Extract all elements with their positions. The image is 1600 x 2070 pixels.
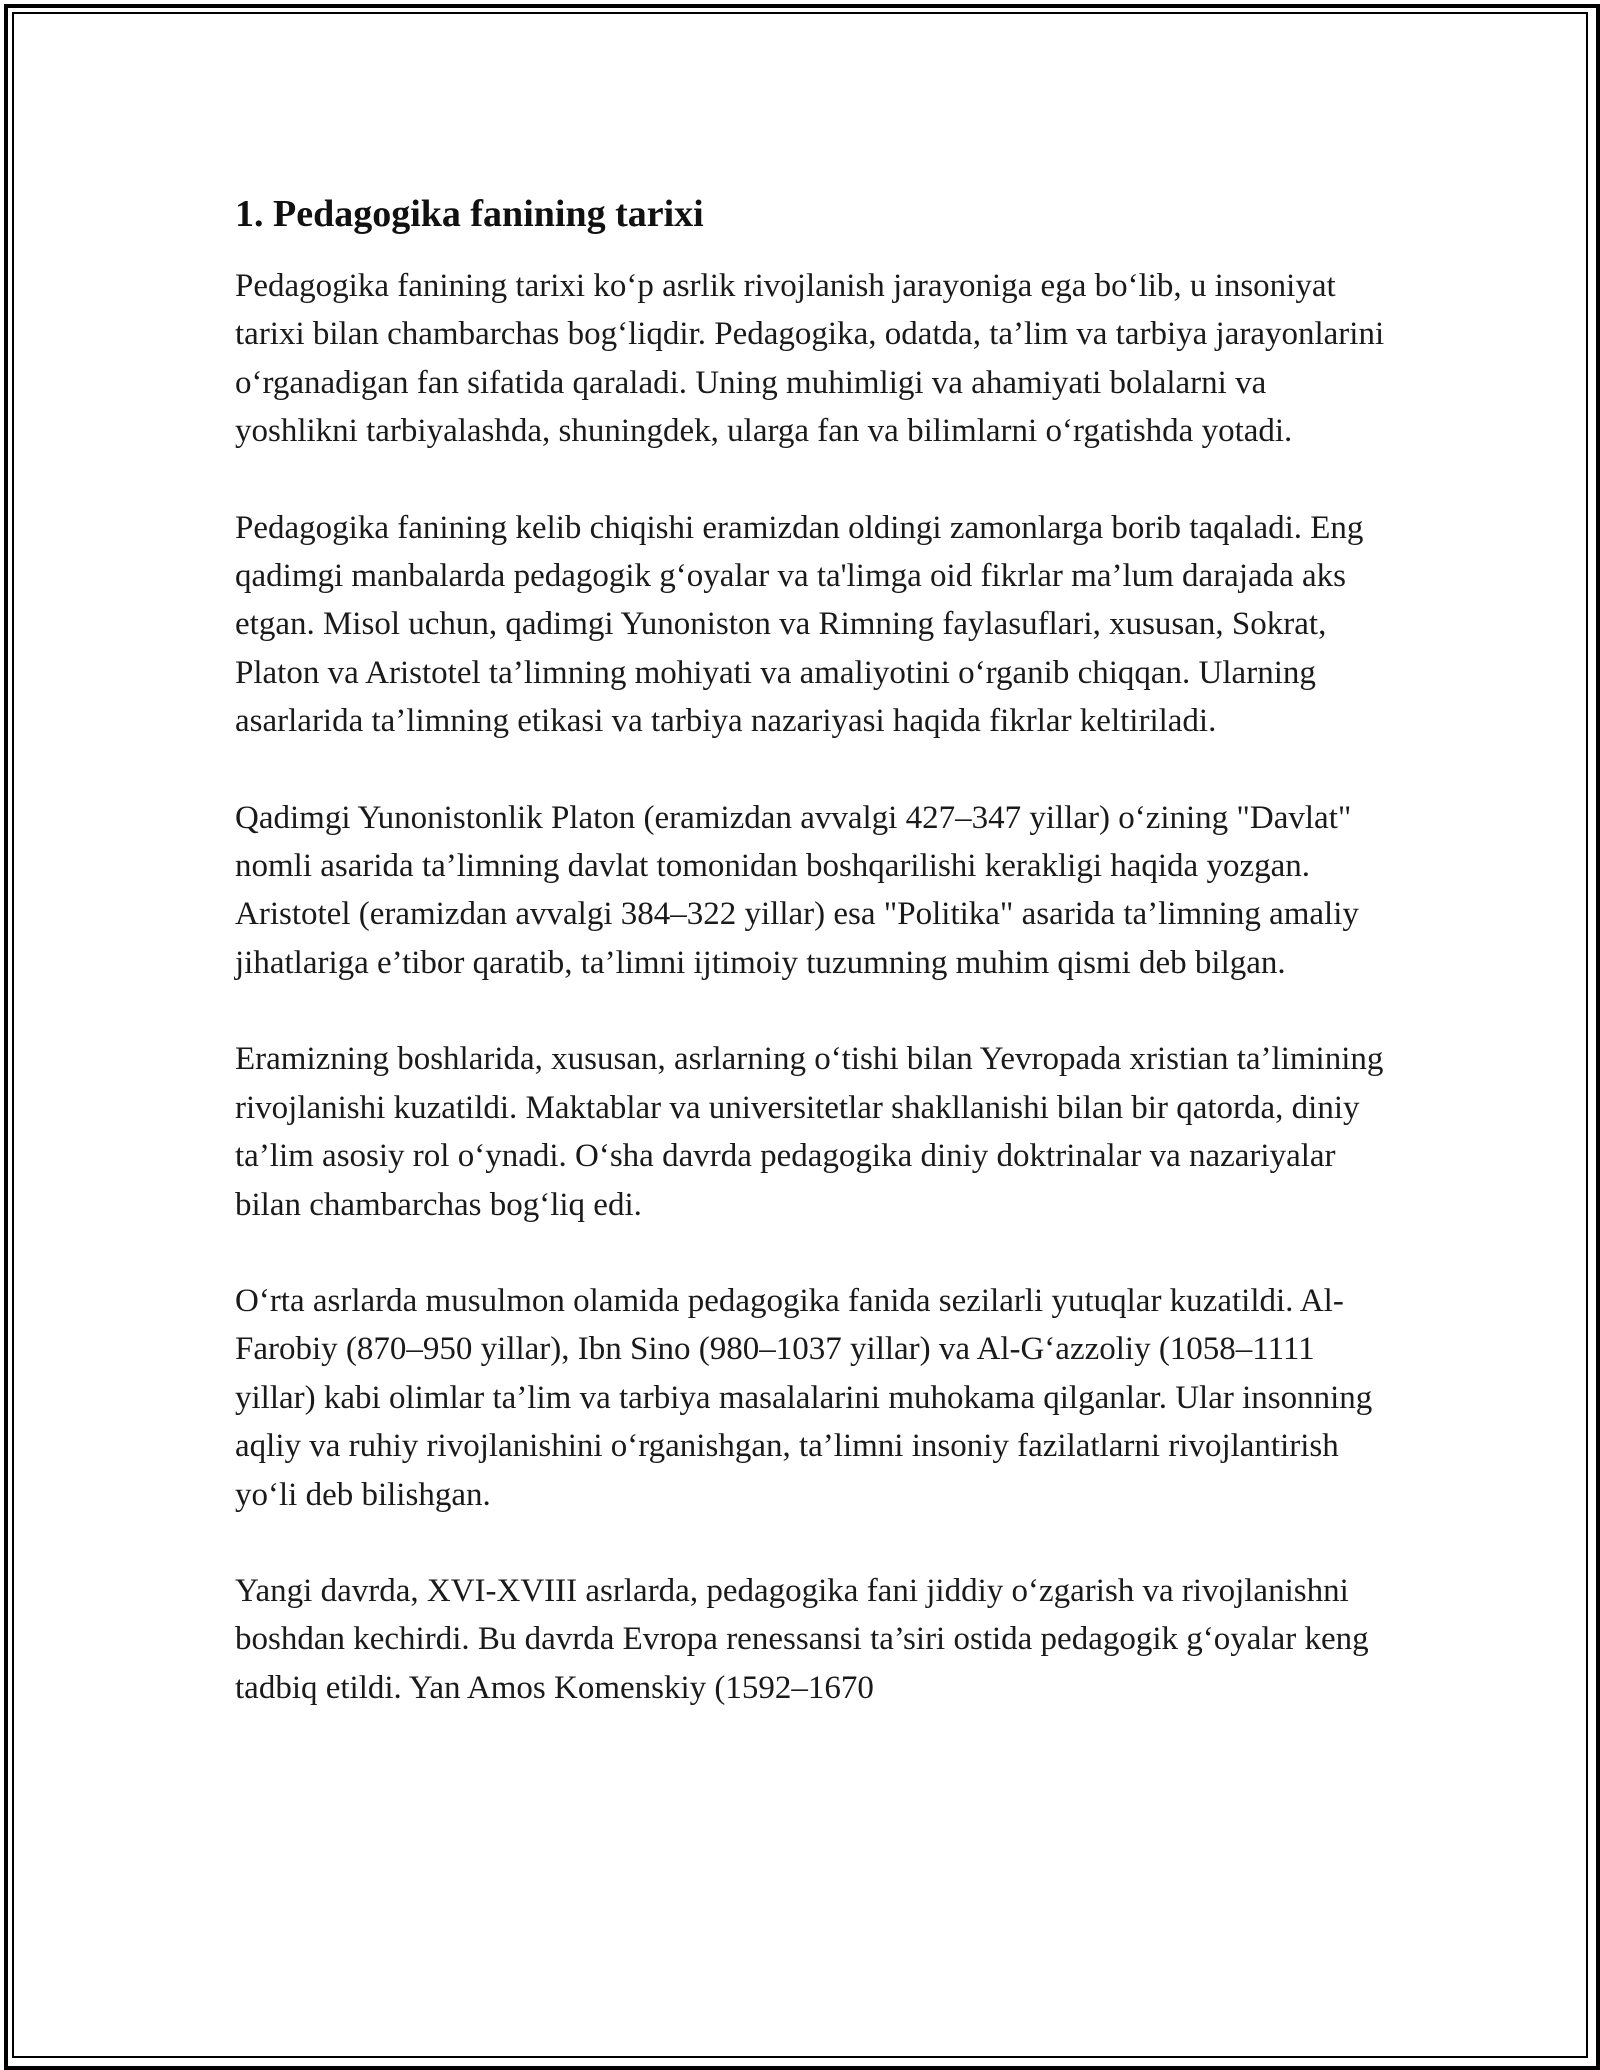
paragraph-5: O‘rta asrlarda musulmon olamida pedagogika fanida sezilarli yutuqlar kuzatildi. Al-Farobiy (870–950 yillar), Ibn Sino (980–1037 yillar) va Al-G‘azzoliy (1058–1111 yillar) kabi olimlar ta’lim va tarbiya masalalarini muhokama qilganlar. Ular insonning aqliy va ruhiy rivojlanishini o‘rganishgan, ta’limni insoniy fazilatlarni rivojlantirish yo‘li deb bilishgan. [235, 1282, 1373, 1513]
document-body [235, 188, 1385, 1760]
section-title: 1. Pedagogika fanining tarixi [235, 193, 704, 235]
paragraph-4: Eramizning boshlarida, xususan, asrlarning o‘tishi bilan Yevropada xristian ta’limining rivojlanishi kuzatildi. Maktablar va universitetlar shakllanishi bilan bir qatorda, diniy ta’lim asosiy rol o‘ynadi. O‘sha davrda pedagogika diniy doktrinalar va nazariyalar bilan chambarchas bog‘liq edi. [235, 1041, 1384, 1223]
paragraph-1: Pedagogika fanining tarixi ko‘p asrlik rivojlanish jarayoniga ega bo‘lib, u insoniyat tarixi bilan chambarchas bog‘liqdir. Pedagogika, odatda, ta’lim va tarbiya jarayonlarini o‘rganadigan fan sifatida qaraladi. Uning muhimligi va ahamiyati bolalarni va yoshlikni tarbiyalashda, shuningdek, ularga fan va bilimlarni o‘rgatishda yotadi. [235, 268, 1385, 450]
paragraph-2: Pedagogika fanining kelib chiqishi eramizdan oldingi zamonlarga borib taqaladi. Eng qadimgi manbalarda pedagogik g‘oyalar va ta'limga oid fikrlar ma’lum darajada aks etgan. Misol uchun, qadimgi Yunoniston va Rimning faylasuflari, xususan, Sokrat, Platon va Aristotel ta’limning mohiyati va amaliyotini o‘rganib chiqqan. Ularning asarlarida ta’limning etikasi va tarbiya nazariyasi haqida fikrlar keltiriladi. [235, 509, 1364, 740]
paragraph-3: Qadimgi Yunonistonlik Platon (eramizdan avvalgi 427–347 yillar) o‘zining "Davlat" nomli asarida ta’limning davlat tomonidan boshqarilishi kerakligi haqida yozgan. Aristotel (eramizdan avvalgi 384–322 yillar) esa "Politika" asarida ta’limning amaliy jihatlariga e’tibor qaratib, ta’limni ijtimoiy tuzumning muhim qismi deb bilgan. [235, 799, 1359, 981]
paragraph-6: Yangi davrda, XVI-XVIII asrlarda, pedagogika fani jiddiy o‘zgarish va rivojlanishni boshdan kechirdi. Bu davrda Evropa renessansi ta’siri ostida pedagogik g‘oyalar keng tadbiq etildi. Yan Amos Komenskiy (1592–1670 [235, 1572, 1369, 1706]
